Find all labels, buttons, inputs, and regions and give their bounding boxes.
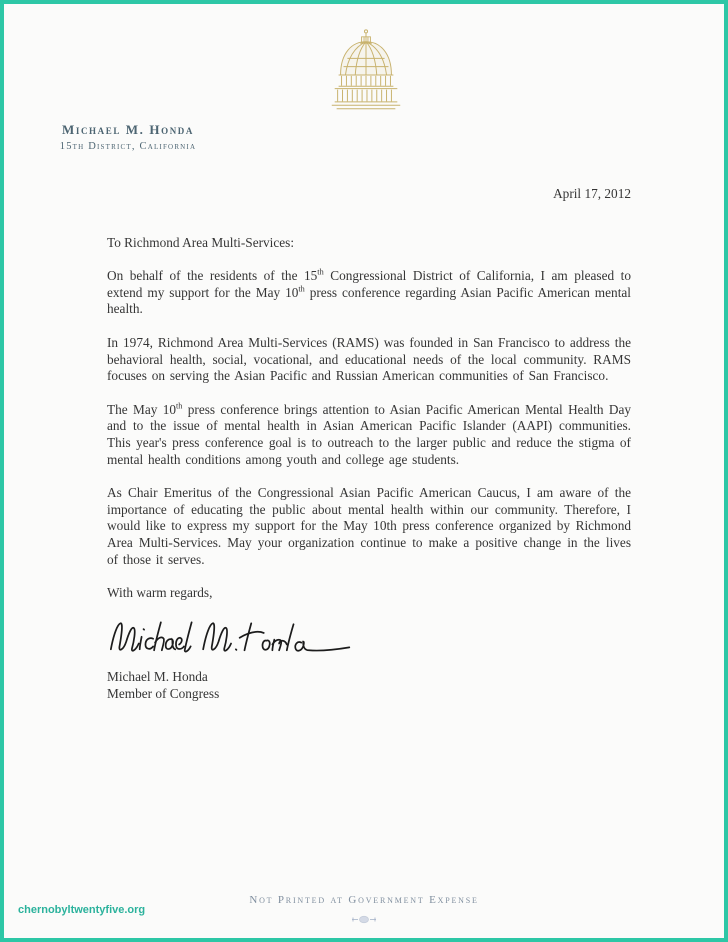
signature-block (107, 668, 631, 702)
paragraph-3: The May 10th press conference brings attention to Asian Pacific American Mental Health Day and to the issue of mental health in Asian American Pacific Islander (AAPI) communities. This year's press conference goal is to outreach to the larger public and reduce the stigma of mental health conditions among youth and college age students. (107, 401, 631, 467)
paragraph-2: In 1974, Richmond Area Multi-Services (RAMS) was founded in San Francisco to address the behavioral health, social, vocational, and educational needs of the local community. RAMS focuses on serving the Asian Pacific and Russian American communities of San Francisco. (107, 334, 631, 384)
letterhead-name: Michael M. Honda (61, 122, 194, 137)
closing-line: With warm regards, (107, 585, 213, 601)
letter-date: April 17, 2012 (553, 186, 631, 201)
capitol-dome-icon (326, 28, 406, 118)
letterhead-district: 15th District, California (59, 141, 197, 152)
footer-notice: Not Printed at Government Expense (249, 894, 479, 906)
letterhead (44, 122, 212, 152)
letter-body (107, 186, 631, 702)
handwritten-signature (107, 606, 357, 658)
watermark-url: chernobyltwentyfive.org (18, 904, 146, 916)
paragraph-1: On behalf of the residents of the 15th Congressional District of California, I am pleased to extend my support for the May 10th press conference regarding Asian Pacific American mental health. (107, 267, 631, 317)
signer-title: Member of Congress (107, 686, 220, 702)
union-bug-icon (4, 915, 724, 926)
salutation: To Richmond Area Multi-Services: (107, 234, 295, 250)
signer-name: Michael M. Honda (107, 669, 208, 685)
paragraph-4: As Chair Emeritus of the Congressional Asian Pacific American Caucus, I am aware of the importance of educating the public about mental health within our community. Therefore, I would like to express my support for the May 10th press conference organized by Richmond Area Multi-Services. May your organization continue to make a positive change in the lives of those it serves. (107, 485, 631, 567)
